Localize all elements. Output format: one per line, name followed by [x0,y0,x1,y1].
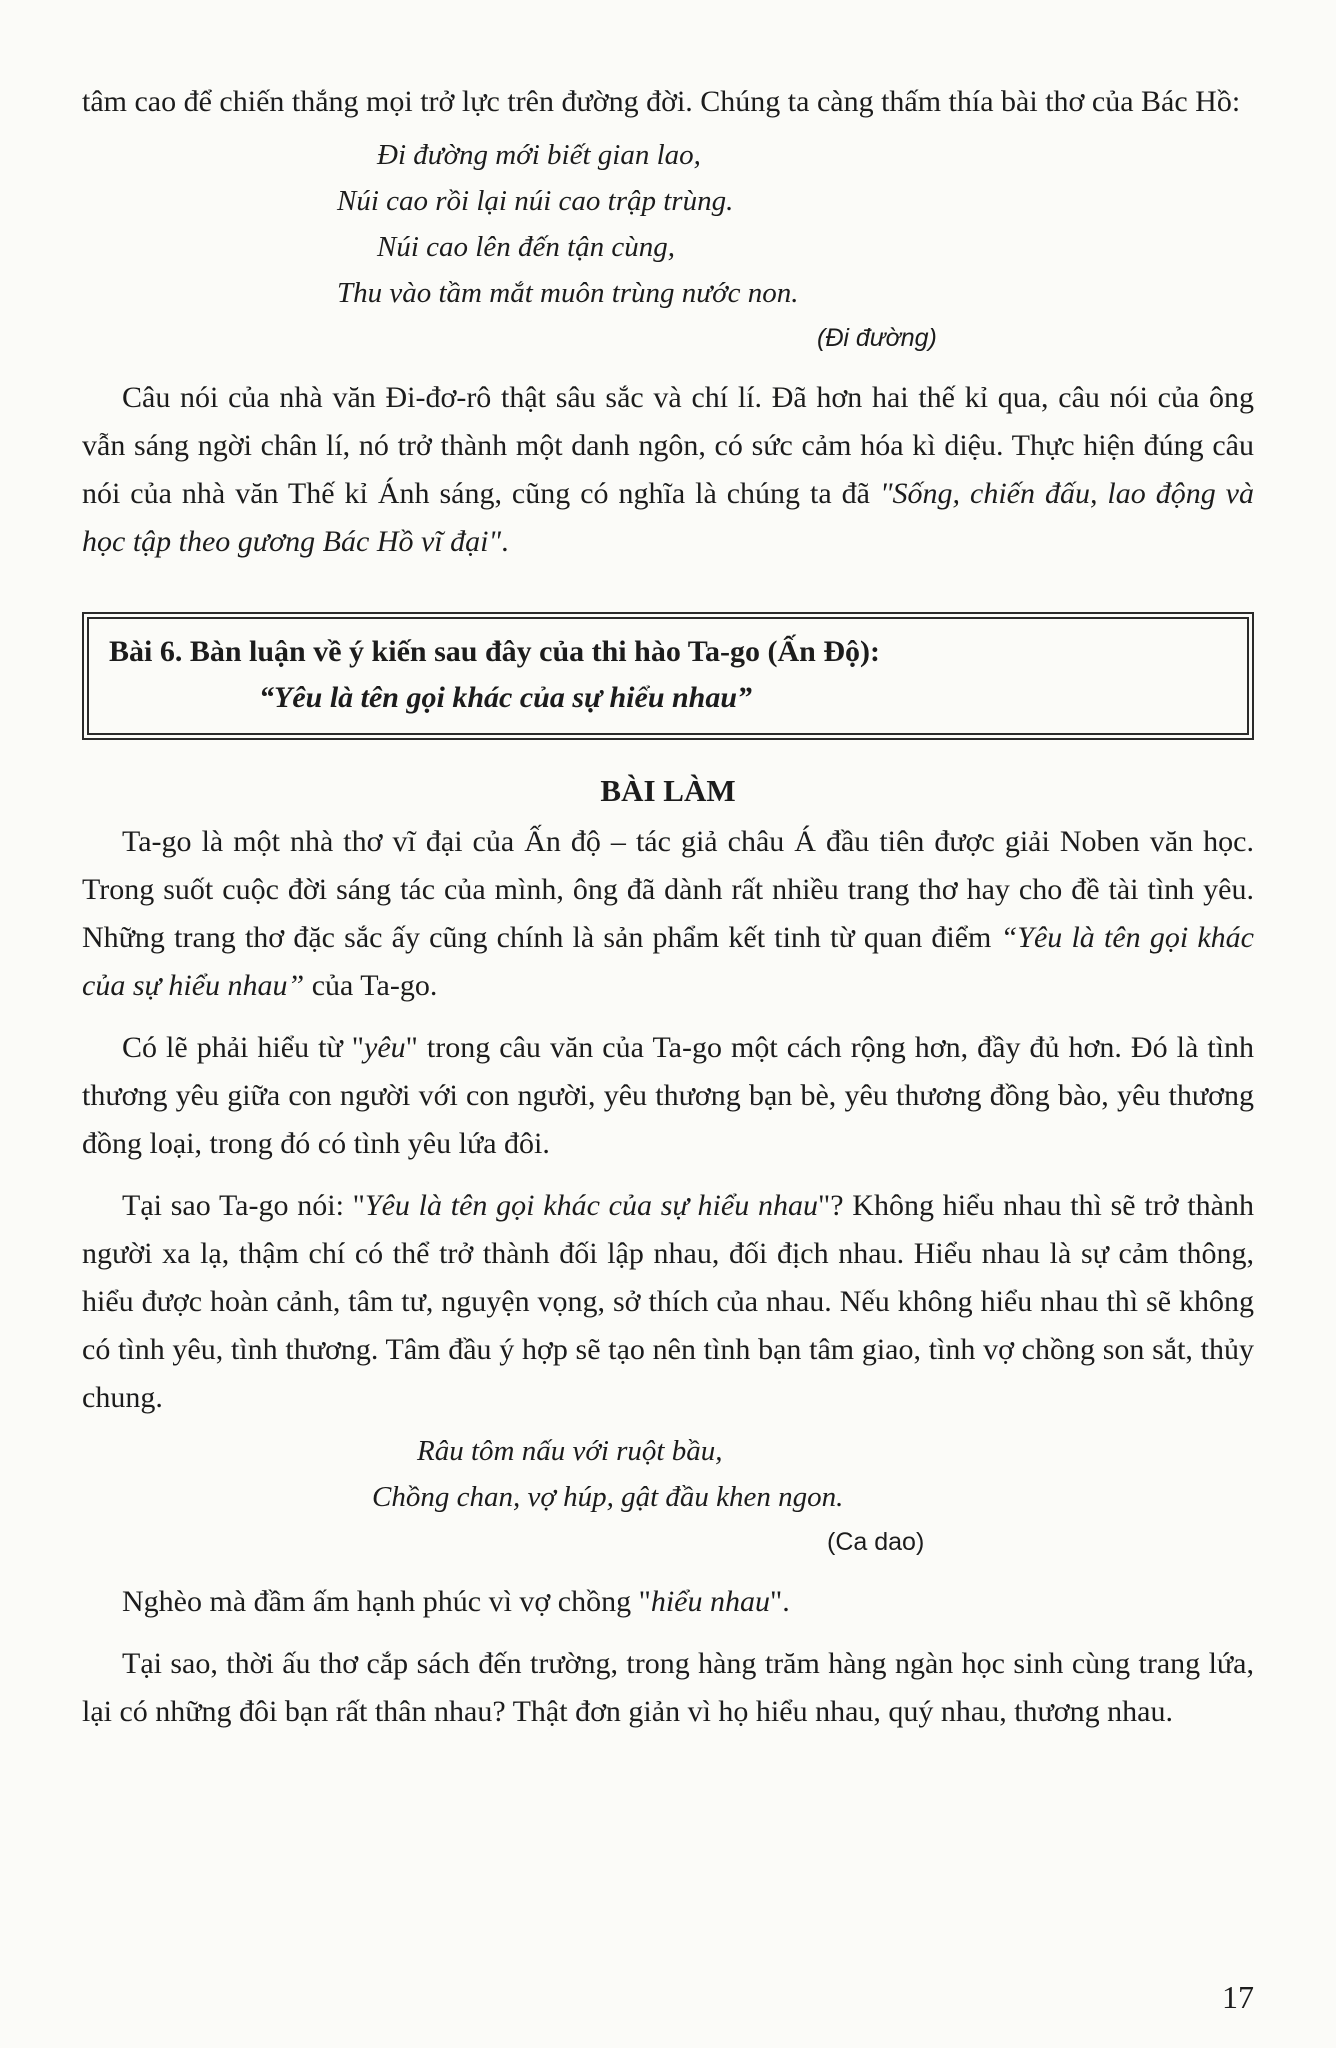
italic-quote: Yêu là tên gọi khác của sự hiểu nhau [364,1189,818,1222]
paragraph-1 [82,818,1254,1010]
paragraph-text: Tại sao, thời ấu thơ cắp sách đến trường, trong hàng trăm hàng ngàn học sinh cùng trang lứa, lại có những đôi bạn rất thân nhau? Thật đơn giản vì họ hiểu nhau, quý nhau, thương nhau. [82,1647,1254,1728]
paragraph-5 [82,1640,1254,1736]
paragraph-text: "? Không hiểu nhau thì sẽ trở thành người xa lạ, thậm chí có thể trở thành đối lập nhau, đối địch nhau. Hiểu nhau là sự cảm thông, hiểu được hoàn cảnh, tâm tư, nguyện vọng, sở thích của nhau. Nếu không hiểu nhau thì sẽ không có tình yêu, tình thương. Tâm đầu ý hợp sẽ tạo nên tình bạn tâm giao, tình vợ chồng son sắt, thủy chung. [82,1189,1254,1414]
paragraph-text: Có lẽ phải hiểu từ " [122,1031,364,1064]
paragraph-text: Nghèo mà đầm ấm hạnh phúc vì vợ chồng " [122,1585,651,1618]
paragraph-4 [82,1578,1254,1626]
paragraph-text: . [501,525,509,558]
poem-line: Râu tôm nấu với ruột bầu, [417,1435,723,1467]
poem-line: Chồng chan, vợ húp, gật đầu khen ngon. [372,1481,844,1513]
intro-paragraph [82,78,1254,126]
page-content [82,78,1254,1736]
poem-line: Núi cao lên đến tận cùng, [377,231,676,263]
poem-line: Núi cao rồi lại núi cao trập trùng. [337,185,734,217]
paragraph-3 [82,1182,1254,1422]
italic-quote: “Yêu là tên gọi khác của sự hiểu nhau” [82,921,1254,1002]
exercise-title: Bài 6. Bàn luận về ý kiến sau đây của thi hào Ta-go (Ấn Độ): [109,635,881,668]
exercise-box-inner [87,617,1249,735]
paragraph-text: " trong câu văn của Ta-go một cách rộng hơn, đầy đủ hơn. Đó là tình thương yêu giữa con người với con người, yêu thương bạn bè, yêu thương đồng bào, yêu thương đồng loại, trong đó có tình yêu lứa đôi. [82,1031,1254,1160]
poem-source: (Đi đường) [817,324,937,352]
paragraph-text: của Ta-go. [304,969,438,1002]
paragraph-2 [82,1024,1254,1168]
page-number: 17 [1222,1979,1254,2015]
italic-quote: "Sống, chiến đấu, lao động và học tập theo gương Bác Hồ vĩ đại" [82,477,1254,558]
paragraph-text: Câu nói của nhà văn Đi-đơ-rô thật sâu sắc và chí lí. Đã hơn hai thế kỉ qua, câu nói của ông vẫn sáng ngời chân lí, nó trở thành một danh ngôn, có sức cảm hóa kì diệu. Thực hiện đúng câu nói của nhà văn Thế kỉ Ánh sáng, cũng có nghĩa là chúng ta đã [82,381,1254,510]
paragraph-text: Tại sao Ta-go nói: " [122,1189,365,1222]
poem-ca-dao [82,1428,1254,1520]
intro-text: tâm cao để chiến thắng mọi trở lực trên đường đời. Chúng ta càng thấm thía bài thơ của Bác Hồ: [82,85,1241,118]
poem-di-duong [82,132,1254,316]
exercise-quote: “Yêu là tên gọi khác của sự hiểu nhau” [259,681,753,714]
poem-source: (Ca dao) [827,1528,925,1556]
poem-line: Thu vào tầm mắt muôn trùng nước non. [337,277,799,309]
section-heading: BÀI LÀM [600,773,736,808]
italic-word: hiểu nhau [650,1585,770,1618]
poem-line: Đi đường mới biết gian lao, [377,139,701,171]
italic-word: yêu [364,1031,406,1064]
paragraph-text: ". [769,1585,790,1618]
paragraph-diderot [82,374,1254,566]
paragraph-text: Ta-go là một nhà thơ vĩ đại của Ấn độ – tác giả châu Á đầu tiên được giải Noben văn học. Trong suốt cuộc đời sáng tác của mình, ông đã dành rất nhiều trang thơ hay cho đề tài tình yêu. Những trang thơ đặc sắc ấy cũng chính là sản phẩm kết tinh từ quan điểm [82,825,1254,954]
exercise-box [82,612,1254,740]
